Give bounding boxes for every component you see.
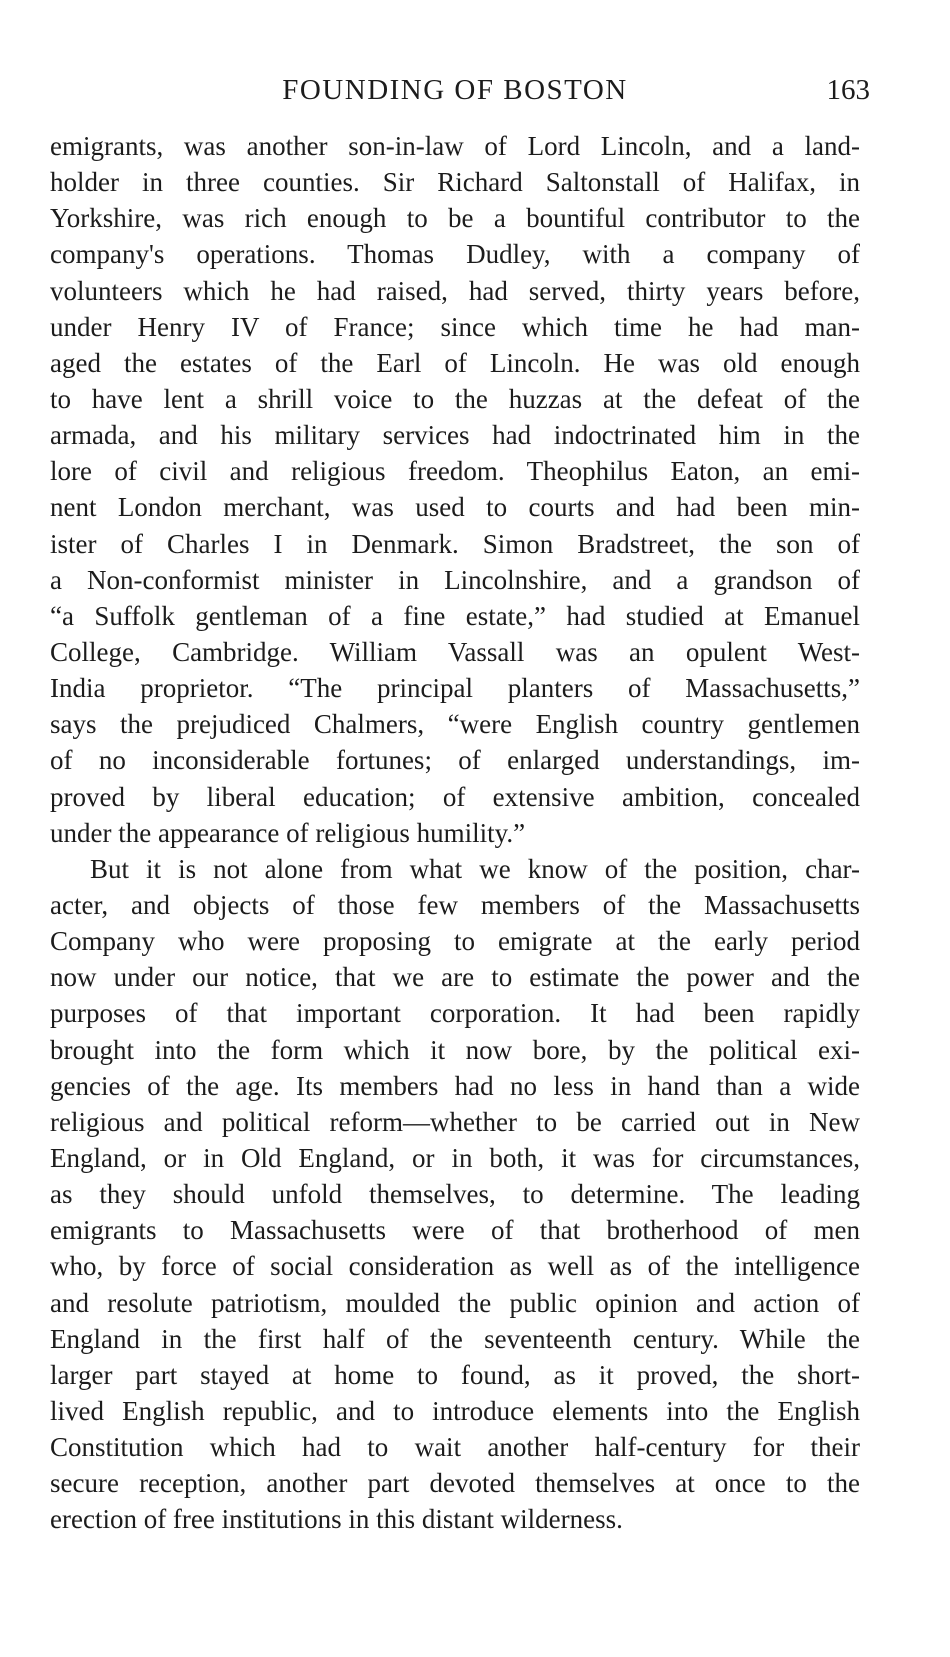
text-line: India proprietor. “The principal planters of Massachusetts,” (50, 673, 860, 704)
page-number: 163 (826, 74, 870, 106)
text-line: aged the estates of the Earl of Lincoln. He was old enough (50, 347, 860, 378)
text-line: “a Suffolk gentleman of a fine estate,” had studied at Emanuel (50, 600, 860, 631)
text-line: emigrants to Massachusetts were of that brotherhood of men (50, 1215, 860, 1246)
text-line: a Non-conformist minister in Lincolnshire, and a grandson of (50, 564, 860, 595)
text-line: Company who were proposing to emigrate at the early period (50, 926, 860, 957)
text-line: England in the first half of the seventeenth century. While the (50, 1323, 860, 1354)
text-line: larger part stayed at home to found, as it proved, the short- (50, 1359, 860, 1390)
text-line: lore of civil and religious freedom. Theophilus Eaton, an emi- (50, 456, 860, 487)
paragraph-2 (50, 851, 860, 1538)
text-line: brought into the form which it now bore, by the political exi- (50, 1034, 860, 1065)
text-line: Constitution which had to wait another half-century for their (50, 1432, 860, 1463)
text-line: Yorkshire, was rich enough to be a bountiful contributor to the (50, 203, 860, 234)
text-line: of no inconsiderable fortunes; of enlarged understandings, im- (50, 745, 860, 776)
text-line: as they should unfold themselves, to determine. The leading (50, 1179, 860, 1210)
text-line: lived English republic, and to introduce elements into the English (50, 1395, 860, 1426)
text-line: says the prejudiced Chalmers, “were English country gentlemen (50, 709, 860, 740)
text-line: gencies of the age. Its members had no less in hand than a wide (50, 1070, 860, 1101)
text-line: armada, and his military services had indoctrinated him in the (50, 420, 860, 451)
paragraph-1 (50, 128, 860, 851)
text-line: ister of Charles I in Denmark. Simon Bradstreet, the son of (50, 528, 860, 559)
text-line: religious and political reform—whether to be carried out in New (50, 1106, 860, 1137)
body-text (50, 128, 860, 1537)
text-line: erection of free institutions in this distant wilderness. (50, 1504, 623, 1535)
text-line: College, Cambridge. William Vassall was an opulent West- (50, 636, 860, 667)
text-line: secure reception, another part devoted themselves at once to the (50, 1468, 860, 1499)
text-line: England, or in Old England, or in both, it was for circumstances, (50, 1142, 860, 1173)
running-title: FOUNDING OF BOSTON (282, 74, 628, 106)
text-line: and resolute patriotism, moulded the public opinion and action of (50, 1287, 860, 1318)
text-line: holder in three counties. Sir Richard Saltonstall of Halifax, in (50, 167, 860, 198)
text-line: company's operations. Thomas Dudley, with a company of (50, 239, 860, 270)
text-line: emigrants, was another son-in-law of Lord Lincoln, and a land- (50, 131, 860, 161)
text-line: nent London merchant, was used to courts and had been min- (50, 492, 860, 523)
text-line: to have lent a shrill voice to the huzzas at the defeat of the (50, 383, 860, 414)
text-line: acter, and objects of those few members of the Massachusetts (50, 889, 860, 920)
text-line: purposes of that important corporation. It had been rapidly (50, 998, 860, 1029)
text-line: under Henry IV of France; since which time he had man- (50, 311, 860, 342)
text-line: who, by force of social consideration as well as of the intelligence (50, 1251, 860, 1282)
text-line: now under our notice, that we are to estimate the power and the (50, 962, 860, 993)
running-head (50, 68, 870, 112)
text-line: proved by liberal education; of extensive ambition, concealed (50, 781, 860, 812)
text-line: volunteers which he had raised, had served, thirty years before, (50, 275, 860, 306)
text-line: under the appearance of religious humility.” (50, 817, 526, 848)
text-line: But it is not alone from what we know of the position, char- (90, 853, 860, 884)
